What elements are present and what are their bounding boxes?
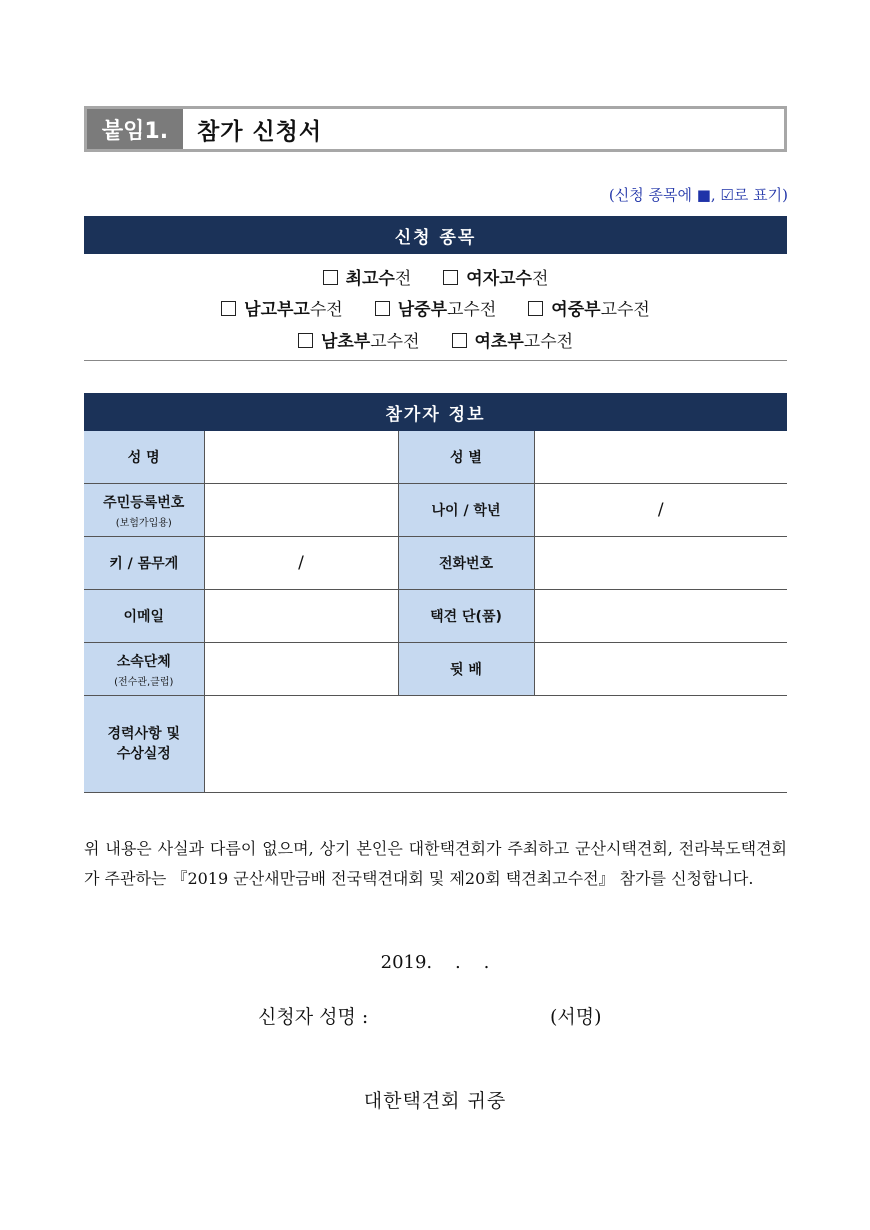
checkbox-icon[interactable]: [375, 301, 390, 316]
rank-label: 택견 단(품): [398, 590, 534, 643]
rrn-label-cell: [84, 484, 204, 537]
gender-label: 성 별: [398, 431, 534, 484]
gender-field[interactable]: [534, 431, 787, 484]
age-grade-label: 나이 / 학년: [398, 484, 534, 537]
org-label: 소속단체: [116, 653, 171, 670]
rrn-label: 주민등록번호: [103, 494, 185, 511]
category-option-boys-elementary[interactable]: 남초부고수전: [298, 327, 420, 352]
form-title: 참가 신청서: [197, 118, 323, 145]
checkbox-icon[interactable]: [528, 301, 543, 316]
category-row: [84, 264, 787, 289]
category-row: [84, 295, 787, 320]
category-option-boys-middle[interactable]: 남중부고수전: [375, 295, 497, 320]
participant-info-table: [84, 431, 787, 793]
category-section-heading: 신청 종목: [84, 216, 787, 254]
table-row: [84, 484, 787, 537]
career-label-cell: [84, 696, 204, 793]
category-options: [84, 254, 787, 361]
category-option-girls-elementary[interactable]: 여초부고수전: [452, 327, 574, 352]
table-row: [84, 643, 787, 696]
attachment-tag: 붙임1.: [87, 109, 183, 149]
participant-section-heading: 참가자 정보: [84, 393, 787, 431]
name-label: 성 명: [84, 431, 204, 484]
org-field[interactable]: [204, 643, 398, 696]
category-option-girls-middle[interactable]: 여중부고수전: [528, 295, 650, 320]
table-row: [84, 696, 787, 793]
rrn-field[interactable]: [204, 484, 398, 537]
applicant-name-label: 신청자 성명 :: [258, 1006, 369, 1028]
org-label-cell: [84, 643, 204, 696]
height-weight-field[interactable]: /: [204, 537, 398, 590]
phone-label: 전화번호: [398, 537, 534, 590]
checkbox-icon[interactable]: [443, 270, 458, 285]
height-weight-label: 키 / 몸무게: [84, 537, 204, 590]
belt-label: 뒷 배: [398, 643, 534, 696]
belt-field[interactable]: [534, 643, 787, 696]
declaration-text: 위 내용은 사실과 다름이 없으며, 상기 본인은 대한택견회가 주최하고 군산시택견회, 전라북도택견회가 주관하는 『2019 군산새만금배 전국택견대회 및 제20회 택견최고수전』 참가를 신청합니다.: [84, 839, 787, 888]
email-field[interactable]: [204, 590, 398, 643]
career-field[interactable]: [204, 696, 787, 793]
name-field[interactable]: [204, 431, 398, 484]
checkbox-icon[interactable]: [298, 333, 313, 348]
email-label: 이메일: [84, 590, 204, 643]
table-row: [84, 590, 787, 643]
category-row: [84, 327, 787, 352]
marking-instruction: (신청 종목에 ■, ☑로 표기): [608, 186, 788, 204]
category-option-women-top[interactable]: 여자고수전: [443, 264, 548, 289]
form-header: [84, 106, 787, 152]
category-option-boys-high[interactable]: 남고부고수전: [221, 295, 343, 320]
signature-label: (서명): [550, 1006, 602, 1028]
checkbox-icon[interactable]: [452, 333, 467, 348]
category-option-top[interactable]: 최고수전: [323, 264, 412, 289]
checkbox-icon[interactable]: [221, 301, 236, 316]
table-row: [84, 537, 787, 590]
age-grade-field[interactable]: /: [534, 484, 787, 537]
table-row: [84, 431, 787, 484]
checkbox-icon[interactable]: [323, 270, 338, 285]
phone-field[interactable]: [534, 537, 787, 590]
career-label-line1: 경력사항 및: [107, 726, 180, 742]
org-sublabel: (전수관,클럽): [114, 676, 174, 688]
rank-field[interactable]: [534, 590, 787, 643]
career-label-line2: 수상실정: [116, 746, 171, 762]
application-date: 2019. . .: [380, 952, 490, 973]
recipient-text: 대한택견회 귀중: [363, 1090, 507, 1112]
rrn-sublabel: (보험가입용): [115, 517, 172, 529]
